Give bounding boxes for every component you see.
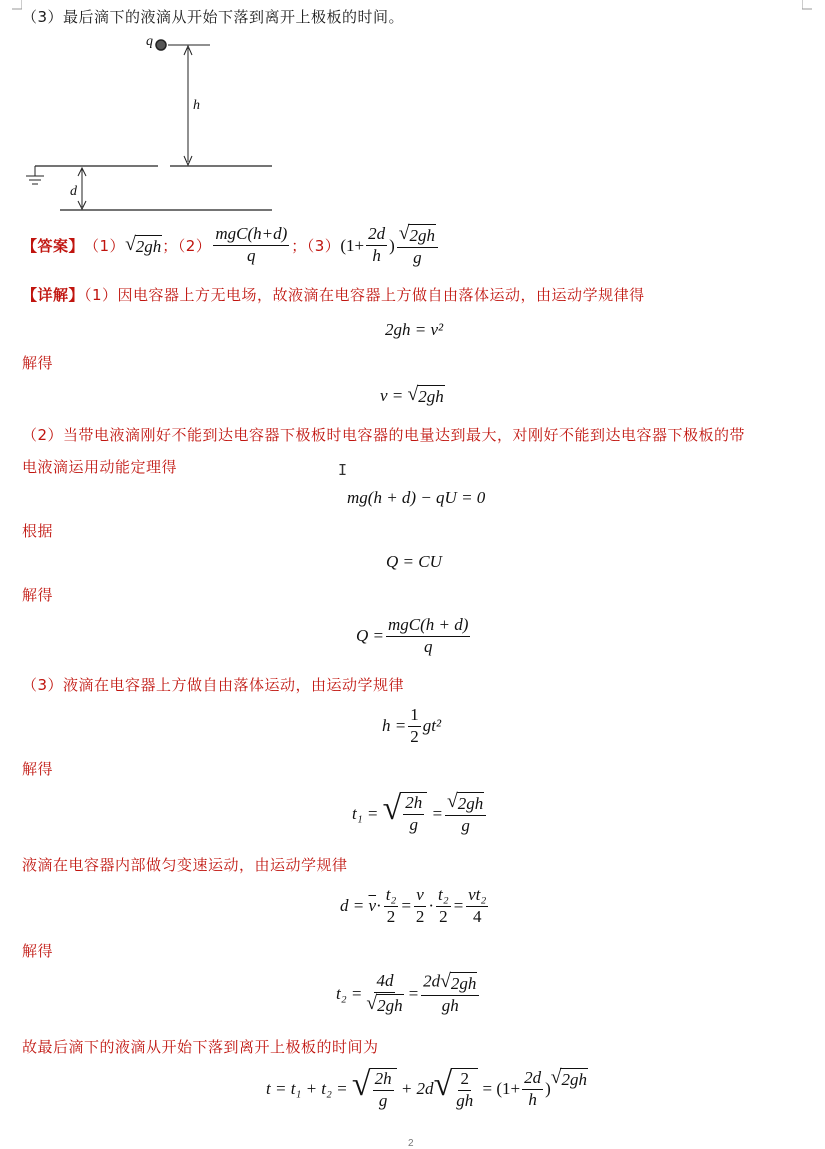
answer-tag: 【答案】	[22, 237, 85, 256]
detail-step-4: 液滴在电容器内部做匀变速运动，由运动学规律	[22, 856, 348, 874]
equation-4: Q = CU	[386, 552, 442, 571]
answer-part-3: ；（3）	[291, 237, 341, 256]
detail-step-2-line-1: （2）当带电液滴刚好不能到达电容器下极板时电容器的电量达到最大，对刚好不能到达电容器下极板的带	[22, 426, 746, 444]
equation-5: Q = $\frac{\text{mgC(h + d)}}{q}$	[356, 615, 469, 656]
distance-label: d	[70, 184, 77, 199]
answer-line	[22, 224, 440, 267]
genju: 根据	[22, 522, 54, 540]
equation-9: t₂ = 4d √ 2gh = 2d √ 2gh gh	[336, 972, 481, 1015]
answer-part-2: ；（2）	[162, 237, 212, 256]
equation-7: t₁ = √ $\frac{2h}{g}$ = √ 2gh g	[352, 792, 488, 835]
equation-2: v = √ 2gh	[380, 384, 444, 406]
detail-step-2-line-2: 电液滴运用动能定理得	[22, 458, 178, 476]
corner-mark-top-left	[12, 0, 22, 10]
detail-step-3: （3）液滴在电容器上方做自由落体运动，由运动学规律	[22, 676, 405, 694]
detail-line-1	[22, 284, 645, 305]
answer-3-expression: (1+ $\frac{2d}{h}$ ) √ 2gh g	[340, 224, 440, 267]
capacitor-figure	[20, 30, 280, 215]
jiede-1: 解得	[22, 354, 54, 372]
answer-part-1: （1）	[84, 237, 126, 256]
jiede-2: 解得	[22, 586, 54, 604]
equation-8: d = $\overline{v}$ · $\frac{\text{t₂}}{2}$ = $\frac{v}{2}$ · $\frac{\text{t₂}}{2}$ = $\frac{\text{vt₂}}{4}$	[340, 885, 487, 926]
text-cursor-icon: I	[338, 461, 348, 479]
jiede-4: 解得	[22, 942, 54, 960]
answer-1-sqrt: √ 2gh	[125, 233, 162, 256]
page-number: 2	[408, 1138, 414, 1149]
corner-mark-top-right	[802, 0, 812, 10]
answer-2-fraction: $\frac{\text{mgC(h+d)}}{q}$	[215, 224, 288, 266]
question-text: （3）最后滴下的液滴从开始下落到离开上极板的时间。	[22, 8, 405, 26]
equation-6: h = $\frac{1}{2}$ gt²	[382, 705, 442, 746]
detail-step-1: （1）因电容器上方无电场，故液滴在电容器上方做自由落体运动，由运动学规律得	[84, 286, 645, 304]
height-label: h	[193, 98, 200, 113]
charge-label: q	[146, 34, 153, 49]
equation-3: mg(h + d) − qU = 0	[347, 488, 486, 507]
jiede-3: 解得	[22, 760, 54, 778]
equation-1: 2gh = v²	[385, 320, 444, 339]
equation-10: t = t₁ + t₂ = √ $\frac{2h}{g}$ + 2d √ $\frac{2}{gh}$ = (1+ $\frac{2d}{h}$ ) √ 2gh	[266, 1066, 587, 1110]
droplet-icon	[156, 40, 166, 50]
detail-step-5: 故最后滴下的液滴从开始下落到离开上极板的时间为	[22, 1038, 379, 1056]
detail-tag: 【详解】	[22, 286, 85, 304]
